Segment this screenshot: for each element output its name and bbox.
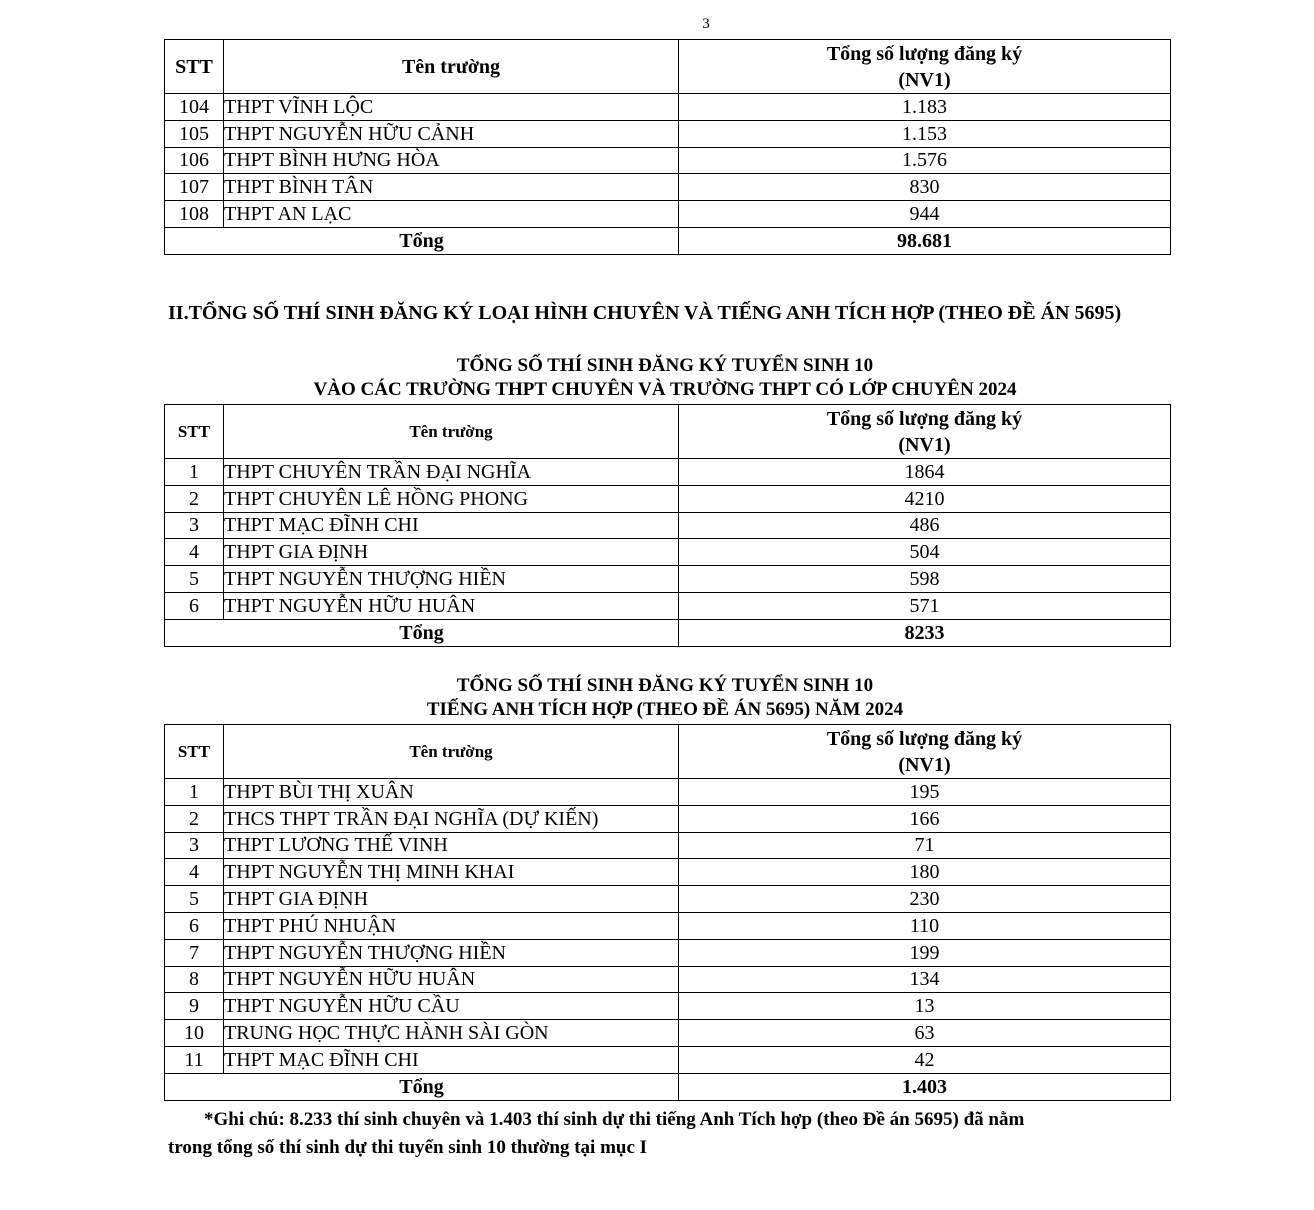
cell-stt: 4 — [165, 859, 224, 886]
table2-title-line2: VÀO CÁC TRƯỜNG THPT CHUYÊN VÀ TRƯỜNG THPT CÓ LỚP CHUYÊN 2024 — [313, 379, 1017, 400]
total-label: Tổng — [165, 1073, 679, 1100]
cell-school-name: THPT NGUYỄN THƯỢNG HIỀN — [224, 566, 679, 593]
table-row — [165, 566, 1171, 593]
total-label: Tổng — [165, 619, 679, 646]
cell-count: 1864 — [679, 459, 1171, 486]
cell-count: 486 — [679, 512, 1171, 539]
cell-count: 199 — [679, 939, 1171, 966]
cell-school-name: THPT NGUYỄN THƯỢNG HIỀN — [224, 939, 679, 966]
cell-school-name: THPT NGUYỄN HỮU CẢNH — [224, 120, 679, 147]
cell-school-name: TRUNG HỌC THỰC HÀNH SÀI GÒN — [224, 1020, 679, 1047]
table-school-registrations-continued — [164, 39, 1171, 255]
header-registration-count — [679, 725, 1171, 779]
cell-school-name: THPT BÙI THỊ XUÂN — [224, 779, 679, 806]
table-row — [165, 1020, 1171, 1047]
total-value: 98.681 — [679, 227, 1171, 254]
table2-title-line1: TỔNG SỐ THÍ SINH ĐĂNG KÝ TUYỂN SINH 10 — [456, 355, 874, 376]
total-value: 1.403 — [679, 1073, 1171, 1100]
cell-count: 598 — [679, 566, 1171, 593]
cell-stt: 108 — [165, 201, 224, 228]
cell-count: 180 — [679, 859, 1171, 886]
cell-count: 63 — [679, 1020, 1171, 1047]
cell-stt: 6 — [165, 912, 224, 939]
table-integrated-english-schools — [164, 724, 1171, 1101]
footnote-line1: *Ghi chú: 8.233 thí sinh chuyên và 1.403 thí sinh dự thi tiếng Anh Tích hợp (theo Đề án 5695) đã nằm — [204, 1109, 1025, 1130]
header-stt: STT — [165, 725, 224, 779]
table-row — [165, 966, 1171, 993]
cell-count: 4210 — [679, 485, 1171, 512]
table-row — [165, 147, 1171, 174]
table-row — [165, 805, 1171, 832]
table-header-row — [165, 725, 1171, 779]
cell-stt: 8 — [165, 966, 224, 993]
cell-stt: 1 — [165, 459, 224, 486]
cell-school-name: THPT PHÚ NHUẬN — [224, 912, 679, 939]
footnote-line2: trong tổng số thí sinh dự thi tuyển sinh 10 thường tại mục I — [168, 1137, 648, 1158]
header-stt: STT — [165, 40, 224, 94]
table-row — [165, 1046, 1171, 1073]
table-row — [165, 120, 1171, 147]
cell-school-name: THPT NGUYỄN HỮU CẦU — [224, 993, 679, 1020]
cell-count: 830 — [679, 174, 1171, 201]
table3-title-line2: TIẾNG ANH TÍCH HỢP (THEO ĐỀ ÁN 5695) NĂM 2024 — [426, 699, 904, 720]
cell-count: 42 — [679, 1046, 1171, 1073]
table-row — [165, 832, 1171, 859]
header-school-name: Tên trường — [224, 405, 679, 459]
header-registration-count — [679, 40, 1171, 94]
cell-count: 571 — [679, 592, 1171, 619]
section-2-heading: II.TỔNG SỐ THÍ SINH ĐĂNG KÝ LOẠI HÌNH CHUYÊN VÀ TIẾNG ANH TÍCH HỢP (THEO ĐỀ ÁN 5695) — [168, 302, 1122, 324]
cell-stt: 3 — [165, 512, 224, 539]
cell-count: 1.183 — [679, 94, 1171, 121]
table-row — [165, 512, 1171, 539]
cell-school-name: THPT NGUYỄN THỊ MINH KHAI — [224, 859, 679, 886]
cell-school-name: THPT GIA ĐỊNH — [224, 539, 679, 566]
cell-stt: 11 — [165, 1046, 224, 1073]
cell-school-name: THPT VĨNH LỘC — [224, 94, 679, 121]
table-header-row — [165, 40, 1171, 94]
header-count-line1: Tổng số lượng đăng ký — [826, 407, 1023, 430]
cell-count: 944 — [679, 201, 1171, 228]
cell-stt: 4 — [165, 539, 224, 566]
table-row — [165, 201, 1171, 228]
header-count-line1: Tổng số lượng đăng ký — [826, 42, 1023, 65]
table-total-row — [165, 1073, 1171, 1100]
page-number: 3 — [702, 16, 710, 32]
table-row — [165, 485, 1171, 512]
cell-stt: 1 — [165, 779, 224, 806]
total-value: 8233 — [679, 619, 1171, 646]
cell-stt: 9 — [165, 993, 224, 1020]
cell-stt: 104 — [165, 94, 224, 121]
cell-count: 134 — [679, 966, 1171, 993]
table-row — [165, 459, 1171, 486]
table3-title-line1: TỔNG SỐ THÍ SINH ĐĂNG KÝ TUYỂN SINH 10 — [456, 675, 874, 696]
cell-stt: 7 — [165, 939, 224, 966]
table2-title — [0, 354, 1314, 402]
table-row — [165, 939, 1171, 966]
table-row — [165, 94, 1171, 121]
cell-school-name: THPT AN LẠC — [224, 201, 679, 228]
cell-school-name: THPT BÌNH TÂN — [224, 174, 679, 201]
table-total-row — [165, 619, 1171, 646]
cell-count: 504 — [679, 539, 1171, 566]
table-row — [165, 592, 1171, 619]
table-row — [165, 859, 1171, 886]
cell-stt: 106 — [165, 147, 224, 174]
cell-school-name: THPT NGUYỄN HỮU HUÂN — [224, 966, 679, 993]
cell-stt: 6 — [165, 592, 224, 619]
cell-school-name: THPT MẠC ĐĨNH CHI — [224, 1046, 679, 1073]
table-row — [165, 174, 1171, 201]
total-label: Tổng — [165, 227, 679, 254]
cell-count: 1.153 — [679, 120, 1171, 147]
table-specialized-schools — [164, 404, 1171, 647]
cell-count: 195 — [679, 779, 1171, 806]
cell-stt: 5 — [165, 566, 224, 593]
cell-stt: 2 — [165, 805, 224, 832]
cell-count: 166 — [679, 805, 1171, 832]
cell-school-name: THPT CHUYÊN LÊ HỒNG PHONG — [224, 485, 679, 512]
header-school-name: Tên trường — [224, 40, 679, 94]
cell-school-name: THPT GIA ĐỊNH — [224, 886, 679, 913]
table-row — [165, 886, 1171, 913]
table-row — [165, 779, 1171, 806]
header-school-name: Tên trường — [224, 725, 679, 779]
cell-school-name: THPT LƯƠNG THẾ VINH — [224, 832, 679, 859]
cell-school-name: THPT NGUYỄN HỮU HUÂN — [224, 592, 679, 619]
header-count-line2: (NV1) — [898, 753, 951, 776]
cell-stt: 107 — [165, 174, 224, 201]
table-row — [165, 993, 1171, 1020]
cell-stt: 2 — [165, 485, 224, 512]
cell-school-name: THPT CHUYÊN TRẦN ĐẠI NGHĨA — [224, 459, 679, 486]
cell-stt: 3 — [165, 832, 224, 859]
cell-count: 230 — [679, 886, 1171, 913]
cell-stt: 5 — [165, 886, 224, 913]
table-total-row — [165, 227, 1171, 254]
footnote — [168, 1106, 1158, 1162]
header-count-line2: (NV1) — [898, 433, 951, 456]
header-registration-count — [679, 405, 1171, 459]
cell-school-name: THCS THPT TRẦN ĐẠI NGHĨA (DỰ KIẾN) — [224, 805, 679, 832]
table-header-row — [165, 405, 1171, 459]
table3-title — [0, 674, 1314, 722]
cell-count: 13 — [679, 993, 1171, 1020]
cell-school-name: THPT MẠC ĐĨNH CHI — [224, 512, 679, 539]
cell-stt: 10 — [165, 1020, 224, 1047]
cell-count: 1.576 — [679, 147, 1171, 174]
header-count-line2: (NV1) — [898, 68, 951, 91]
table-row — [165, 539, 1171, 566]
header-count-line1: Tổng số lượng đăng ký — [826, 727, 1023, 750]
cell-count: 110 — [679, 912, 1171, 939]
cell-stt: 105 — [165, 120, 224, 147]
table-row — [165, 912, 1171, 939]
cell-school-name: THPT BÌNH HƯNG HÒA — [224, 147, 679, 174]
cell-count: 71 — [679, 832, 1171, 859]
header-stt: STT — [165, 405, 224, 459]
